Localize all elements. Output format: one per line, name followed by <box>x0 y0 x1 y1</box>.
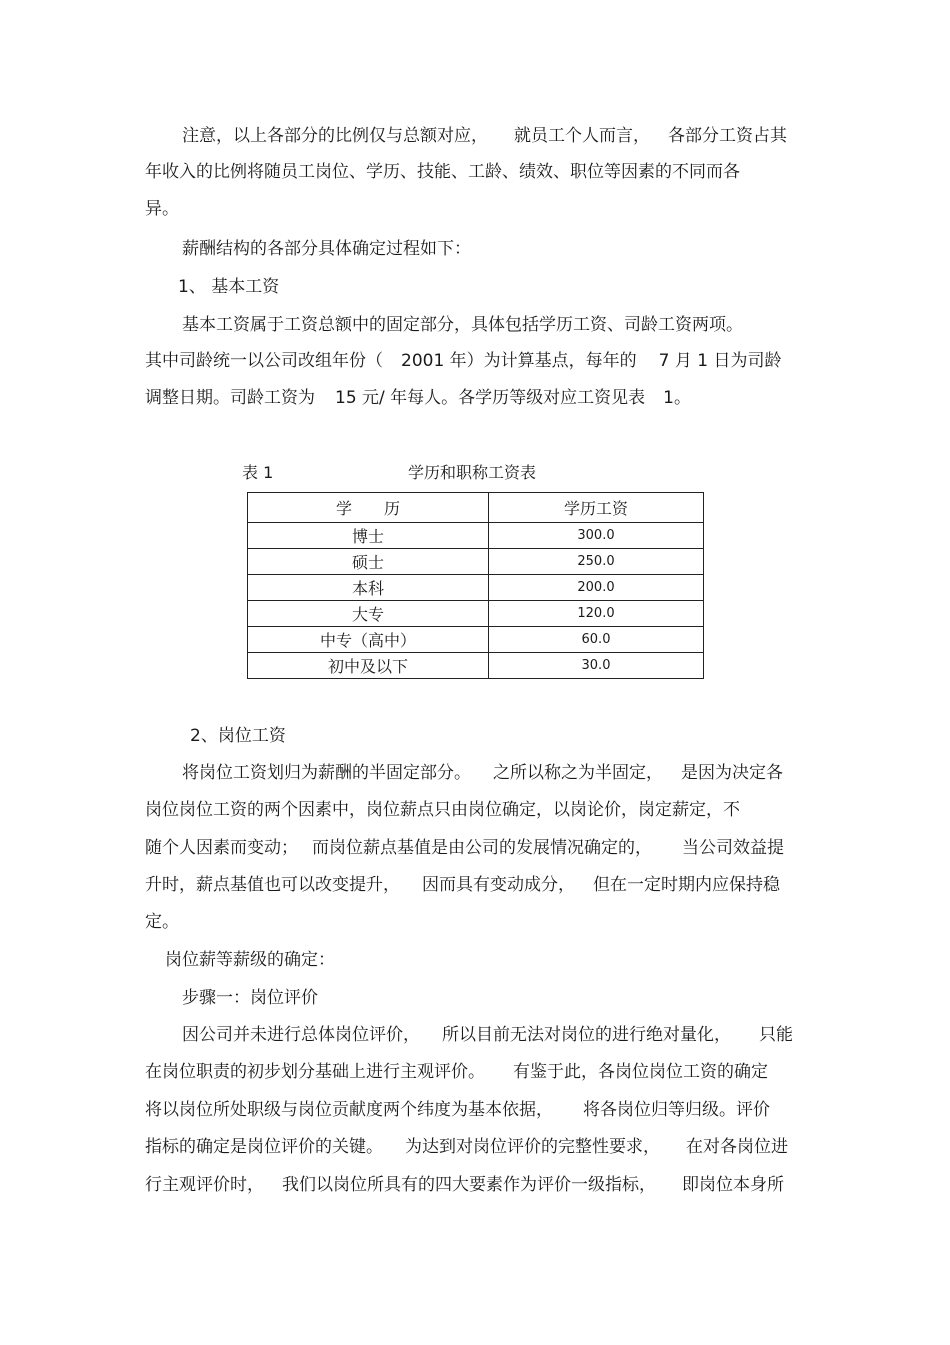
evaluation-line-2 <box>145 1062 768 1082</box>
evaluation-text: 行主观评价时， <box>145 1175 264 1195</box>
intro-text: 注意，以上各部分的比例仅与总额对应， <box>182 126 488 146</box>
section2-line-4 <box>145 875 780 895</box>
education-cell: 大专 <box>248 601 489 627</box>
section1-line-2 <box>145 351 782 371</box>
salary-cell: 60.0 <box>489 627 704 653</box>
section1-line-1: 基本工资属于工资总额中的固定部分，具体包括学历工资、司龄工资两项。 <box>182 315 743 335</box>
salary-cell: 120.0 <box>489 601 704 627</box>
section2-text: 升时，薪点基值也可以改变提升， <box>145 875 400 895</box>
table-row <box>248 575 704 601</box>
section2-text: 而岗位薪点基值是由公司的发展情况确定的， <box>312 838 652 858</box>
intro-text: 就员工个人而言， <box>514 126 650 146</box>
table-row <box>248 653 704 679</box>
evaluation-text: 在对各岗位进 <box>686 1137 788 1157</box>
section1-text: 7 月 1 日为司龄 <box>658 351 782 371</box>
step1-heading: 步骤一：岗位评价 <box>182 988 318 1008</box>
section2-line-2: 岗位岗位工资的两个因素中，岗位薪点只由岗位确定，以岗论价，岗定薪定，不 <box>145 800 740 820</box>
salary-cell: 250.0 <box>489 549 704 575</box>
structure-intro: 薪酬结构的各部分具体确定过程如下： <box>182 239 471 259</box>
intro-text: 各部分工资占其 <box>668 126 787 146</box>
section1-line-3 <box>145 388 691 408</box>
education-cell: 中专（高中） <box>248 627 489 653</box>
evaluation-line-1 <box>182 1025 793 1045</box>
salary-cell: 30.0 <box>489 653 704 679</box>
grade-heading: 岗位薪等薪级的确定： <box>165 950 335 970</box>
table-header-row <box>248 493 704 523</box>
column-header-education: 学 历 <box>248 493 489 523</box>
evaluation-text: 有鉴于此，各岗位岗位工资的确定 <box>513 1062 768 1082</box>
section2-text: 将岗位工资划归为薪酬的半固定部分。 <box>182 763 471 783</box>
section2-text: 随个人因素而变动； <box>145 838 298 858</box>
evaluation-text: 只能 <box>759 1025 793 1045</box>
section2-heading: 2、岗位工资 <box>190 726 286 746</box>
table-label: 表 1 <box>242 463 274 482</box>
evaluation-text: 因公司并未进行总体岗位评价， <box>182 1025 420 1045</box>
table-row <box>248 549 704 575</box>
intro-line-1 <box>182 126 787 146</box>
section2-text: 之所以称之为半固定， <box>493 763 663 783</box>
evaluation-text: 我们以岗位所具有的四大要素作为评价一级指标， <box>282 1175 656 1195</box>
section1-text: 1。 <box>663 388 691 408</box>
evaluation-text: 在岗位职责的初步划分基础上进行主观评价。 <box>145 1062 485 1082</box>
table-row <box>248 601 704 627</box>
salary-table <box>247 492 704 679</box>
table-title: 学历和职称工资表 <box>408 463 537 482</box>
evaluation-text: 将各岗位归等归级。评价 <box>583 1100 770 1120</box>
evaluation-text: 即岗位本身所 <box>682 1175 784 1195</box>
evaluation-line-3 <box>145 1100 770 1120</box>
intro-line-3: 异。 <box>145 199 179 219</box>
evaluation-text: 为达到对岗位评价的完整性要求， <box>405 1137 660 1157</box>
section2-line-5: 定。 <box>145 912 179 932</box>
section1-text: 调整日期。司龄工资为 <box>145 388 315 408</box>
salary-cell: 300.0 <box>489 523 704 549</box>
education-cell: 博士 <box>248 523 489 549</box>
section2-text: 是因为决定各 <box>681 763 783 783</box>
section1-text: 2001 年）为计算基点，每年的 <box>401 351 637 371</box>
education-cell: 硕士 <box>248 549 489 575</box>
evaluation-text: 所以目前无法对岗位的进行绝对量化， <box>442 1025 731 1045</box>
table-row <box>248 627 704 653</box>
education-cell: 本科 <box>248 575 489 601</box>
column-header-salary: 学历工资 <box>489 493 704 523</box>
section2-line-3 <box>145 838 784 858</box>
section1-heading: 1、 基本工资 <box>178 277 280 297</box>
section2-text: 但在一定时期内应保持稳 <box>593 875 780 895</box>
evaluation-line-4 <box>145 1137 788 1157</box>
intro-line-2: 年收入的比例将随员工岗位、学历、技能、工龄、绩效、职位等因素的不同而各 <box>145 162 740 182</box>
section2-line-1 <box>182 763 783 783</box>
salary-cell: 200.0 <box>489 575 704 601</box>
evaluation-text: 指标的确定是岗位评价的关键。 <box>145 1137 383 1157</box>
section1-text: 其中司龄统一以公司改组年份（ <box>145 351 383 371</box>
evaluation-text: 将以岗位所处职级与岗位贡献度两个纬度为基本依据， <box>145 1100 553 1120</box>
section1-text: 15 元/ 年每人。各学历等级对应工资见表 <box>335 388 646 408</box>
table-row <box>248 523 704 549</box>
section2-text: 因而具有变动成分， <box>422 875 575 895</box>
section2-text: 当公司效益提 <box>682 838 784 858</box>
education-cell: 初中及以下 <box>248 653 489 679</box>
evaluation-line-5 <box>145 1175 784 1195</box>
